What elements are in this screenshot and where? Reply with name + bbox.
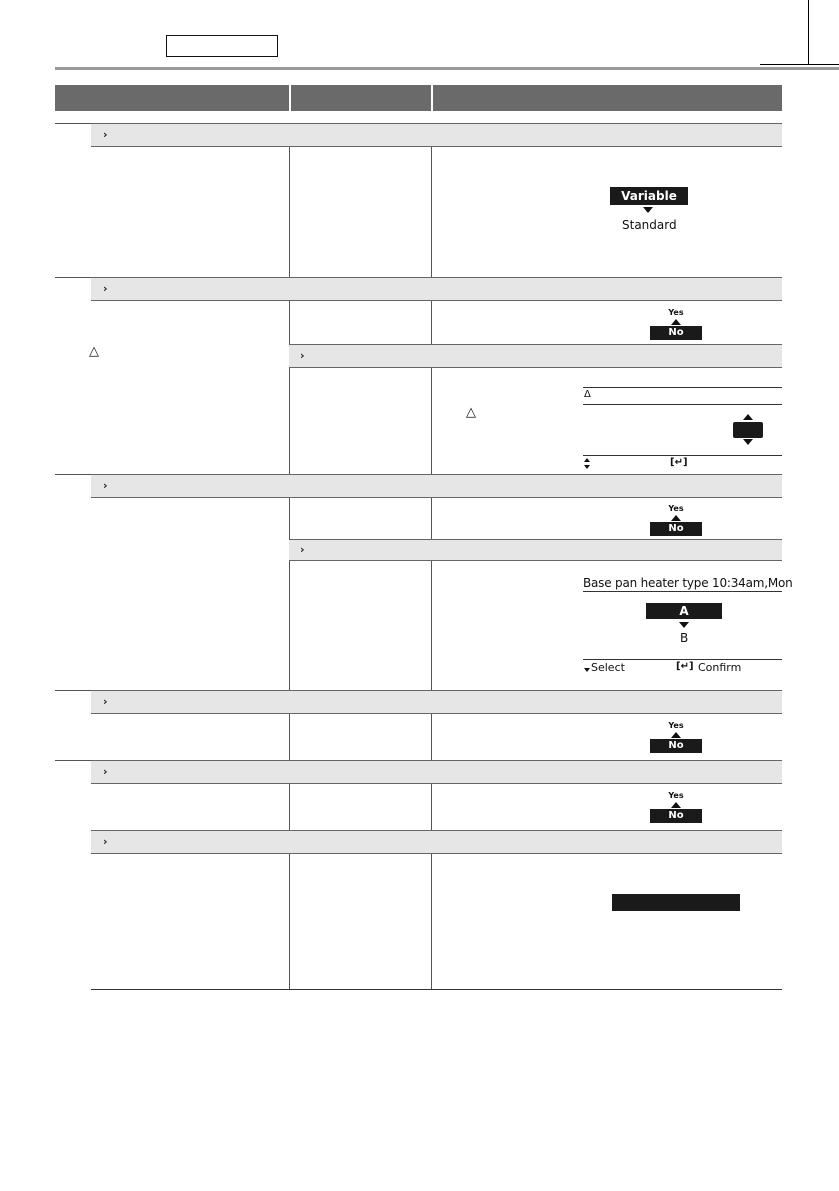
column-divider [431, 498, 432, 539]
column-divider [431, 854, 432, 989]
yes-label: Yes [668, 504, 684, 513]
column-divider [289, 714, 290, 760]
selected-option-box: Variable [610, 187, 688, 205]
section-bar [91, 760, 782, 784]
confirm-label: Confirm [698, 661, 742, 674]
up-arrow-icon [584, 458, 590, 462]
column-divider [431, 147, 432, 277]
down-arrow-icon [643, 207, 653, 213]
column-divider [431, 561, 432, 690]
delta-icon: △ [466, 405, 476, 420]
column-divider [289, 784, 290, 830]
up-arrow-icon [671, 515, 681, 521]
value-box [733, 422, 763, 438]
column-divider [431, 784, 432, 830]
subsection-bar [289, 539, 782, 561]
no-selected-box: No [650, 739, 702, 753]
header-rule [55, 67, 839, 70]
option-text: Standard [622, 218, 677, 232]
lcd-title: Base pan heater type 10:34am,Mon [583, 576, 793, 590]
yes-label: Yes [668, 791, 684, 800]
delta-icon: △ [89, 344, 99, 359]
yes-label: Yes [668, 308, 684, 317]
section-bar [91, 277, 782, 301]
table-header-divider [431, 85, 433, 111]
chevron-right-icon: › [103, 479, 108, 492]
down-arrow-icon [584, 465, 590, 469]
chevron-right-icon: › [300, 543, 305, 556]
enter-icon: [↵] [670, 457, 688, 468]
selected-value-box [612, 894, 740, 911]
column-divider [289, 498, 290, 690]
column-divider [431, 301, 432, 344]
down-arrow-icon [743, 439, 753, 445]
section-bar [91, 123, 782, 147]
lcd-rule [583, 455, 782, 456]
no-selected-box: No [650, 522, 702, 536]
lcd-rule [583, 404, 782, 405]
option-text: B [680, 631, 689, 645]
no-selected-box: No [650, 326, 702, 340]
up-arrow-icon [671, 802, 681, 808]
column-divider [431, 368, 432, 474]
enter-icon: [↵] [676, 661, 694, 672]
column-divider [431, 714, 432, 760]
column-divider [289, 854, 290, 989]
column-divider [289, 147, 290, 277]
chapter-tab-box [166, 35, 278, 57]
table-header [55, 85, 782, 111]
select-label: Select [591, 661, 625, 674]
small-delta-icon: Δ [584, 389, 591, 400]
lcd-rule [583, 659, 782, 660]
chevron-right-icon: › [103, 695, 108, 708]
section-bar [91, 830, 782, 854]
down-arrow-icon [679, 622, 689, 628]
up-arrow-icon [743, 414, 753, 420]
section-bar [91, 474, 782, 498]
chevron-right-icon: › [103, 282, 108, 295]
no-selected-box: No [650, 809, 702, 823]
lcd-rule [583, 591, 782, 592]
chevron-right-icon: › [103, 835, 108, 848]
chevron-right-icon: › [103, 128, 108, 141]
up-arrow-icon [671, 732, 681, 738]
section-bar [91, 690, 782, 714]
yes-label: Yes [668, 721, 684, 730]
column-divider [289, 301, 290, 474]
lcd-rule [583, 387, 782, 388]
down-arrow-icon [584, 668, 590, 672]
up-arrow-icon [671, 319, 681, 325]
chevron-right-icon: › [300, 349, 305, 362]
selected-option-box: A [646, 603, 722, 619]
crop-mark [808, 0, 809, 64]
table-header-divider [289, 85, 291, 111]
chevron-right-icon: › [103, 765, 108, 778]
subsection-bar [289, 344, 782, 368]
table-bottom-rule [91, 989, 782, 990]
crop-mark [760, 64, 839, 65]
